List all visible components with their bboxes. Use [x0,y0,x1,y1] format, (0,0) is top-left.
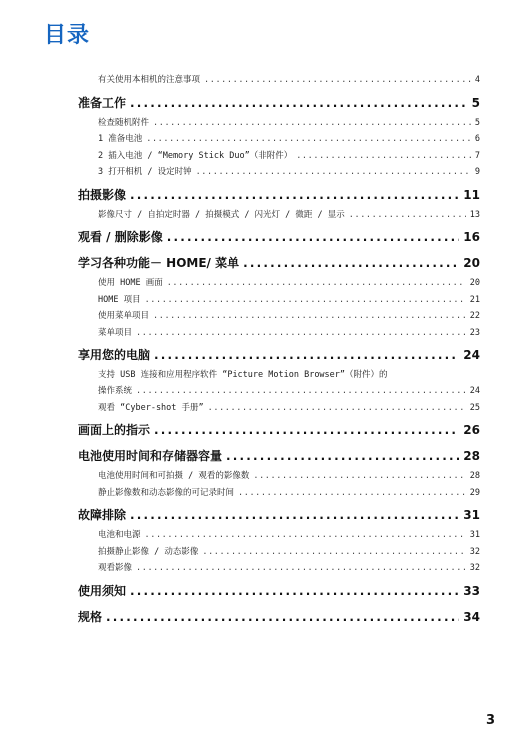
toc-entry-page: 31 [469,530,480,540]
toc-entry-label: 观看影像 [98,563,133,573]
toc-section-page: 5 [471,95,480,110]
toc-entry-label: 使用 HOME 画面 [98,278,163,288]
toc-section-label: 观看 / 删除影像 [78,230,163,244]
toc-entry[interactable] [78,383,480,400]
toc-entry-label: 1 准备电池 [98,134,143,144]
toc-entry-label: 静止影像数和动态影像的可记录时间 [98,487,235,498]
toc-section[interactable] [78,92,480,115]
toc-entry-label: HOME 项目 [98,294,141,305]
toc-entry-page: 20 [469,278,480,288]
toc-section-page: 34 [463,609,480,624]
toc-section[interactable] [78,504,480,527]
dot-leader [130,184,459,207]
toc-section-page: 26 [463,423,480,437]
dot-leader [167,275,466,292]
toc-entry-page: 25 [469,402,480,413]
toc-entry-label: 操作系统 [98,386,133,396]
toc-entry-label-line1[interactable]: 支持 USB 连接和应用程序软件 “Picture Motion Browser”（附件）的 [98,370,388,380]
toc-entry[interactable] [78,560,480,577]
dot-leader [136,560,466,577]
dot-leader [154,344,459,367]
toc-section-label: 电池使用时间和存储器容量 [78,449,223,463]
dot-leader [136,383,466,400]
toc-entry-label: 电池使用时间和可拍摄 / 观看的影像数 [98,471,250,481]
toc-entry-page: 13 [469,209,480,220]
dot-leader [202,544,465,561]
toc-section[interactable] [78,344,480,367]
dot-leader [136,325,466,342]
toc-entry-label: 2 插入电池 / “Memory Stick Duo”（非附件） [98,150,293,161]
toc-section[interactable] [78,184,480,207]
toc-section-label: 学习各种功能－ HOME/ 菜单 [78,256,240,270]
toc-entry-label: 菜单项目 [98,327,133,338]
dot-leader [167,226,460,249]
dot-leader [130,504,459,527]
toc-entry[interactable] [78,468,480,485]
toc-entry[interactable] [78,308,480,325]
page-title: 目录 [44,23,91,48]
toc-section[interactable] [78,606,480,629]
toc-entry[interactable] [78,207,480,224]
toc-section-page: 20 [463,256,480,270]
toc-entry[interactable] [78,275,480,292]
dot-leader [145,527,466,544]
toc-entry[interactable] [78,148,480,165]
dot-leader [130,580,459,603]
dot-leader [243,252,459,275]
page-number: 3 [486,713,496,728]
dot-leader [106,606,459,629]
toc-entry[interactable] [78,400,480,417]
toc-section-page: 28 [463,449,480,463]
toc-section[interactable] [78,419,480,442]
dot-leader [153,115,471,132]
toc-entry[interactable] [78,72,480,89]
toc-section[interactable] [78,252,480,275]
toc-entry-label: 3 打开相机 / 设定时钟 [98,167,192,177]
dot-leader [154,419,459,442]
dot-leader [208,400,466,417]
toc-entry[interactable] [78,115,480,132]
toc-section-page: 11 [463,187,480,202]
toc-entry-page: 7 [474,150,480,161]
toc-section-label: 拍摄影像 [78,187,127,202]
toc-entry-label: 使用菜单项目 [98,311,150,321]
toc-entry[interactable] [78,164,480,181]
dot-leader [196,164,471,181]
dot-leader [130,92,468,115]
dot-leader [226,445,459,468]
toc-entry-page: 9 [474,167,480,177]
toc-section[interactable] [78,226,480,249]
toc-section[interactable] [78,580,480,603]
toc-section[interactable] [78,445,480,468]
toc-entry-page: 21 [469,294,480,305]
toc-entry-label: 有关使用本相机的注意事项 [98,75,201,85]
toc-entry-page: 32 [469,546,480,557]
toc-entry-page: 22 [469,311,480,321]
toc-entry-label: 检查随机附件 [98,117,150,128]
dot-leader [349,207,466,224]
toc-entry-label: 影像尺寸 / 自拍定时器 / 拍摄模式 / 闪光灯 / 微距 / 显示 [98,209,345,220]
toc-section-label: 使用须知 [78,583,127,598]
toc-section-label: 享用您的电脑 [78,348,151,362]
toc-entry-page: 4 [474,75,480,85]
toc-section-label: 准备工作 [78,95,127,110]
toc-section-label: 画面上的指示 [78,423,151,437]
toc-entry-label: 拍摄静止影像 / 动态影像 [98,546,199,557]
toc-entry-page: 28 [469,471,480,481]
dot-leader [204,72,471,89]
dot-leader [146,131,471,148]
toc-entry[interactable] [78,325,480,342]
toc-section-page: 24 [463,348,480,362]
toc-entry[interactable] [78,544,480,561]
toc-entry[interactable] [78,131,480,148]
table-of-contents [78,72,480,629]
toc-entry[interactable] [78,527,480,544]
toc-section-label: 规格 [78,609,103,624]
toc-entry-page: 5 [474,117,480,128]
toc-section-page: 16 [463,230,480,244]
toc-entry[interactable] [78,485,480,502]
toc-section-label: 故障排除 [78,508,127,522]
toc-entry-label: 观看 “Cyber-shot 手册” [98,402,204,413]
toc-entry-page: 32 [469,563,480,573]
dot-leader [238,485,466,502]
dot-leader [145,292,466,309]
toc-section-page: 31 [463,508,480,522]
dot-leader [253,468,465,485]
dot-leader [296,148,471,165]
toc-entry-label: 电池和电源 [98,530,141,540]
dot-leader [153,308,466,325]
toc-entry-page: 24 [469,386,480,396]
toc-section-page: 33 [463,583,480,598]
toc-entry[interactable] [78,292,480,309]
toc-entry-page: 29 [469,487,480,498]
toc-entry-page: 23 [469,327,480,338]
toc-entry-page: 6 [474,134,480,144]
